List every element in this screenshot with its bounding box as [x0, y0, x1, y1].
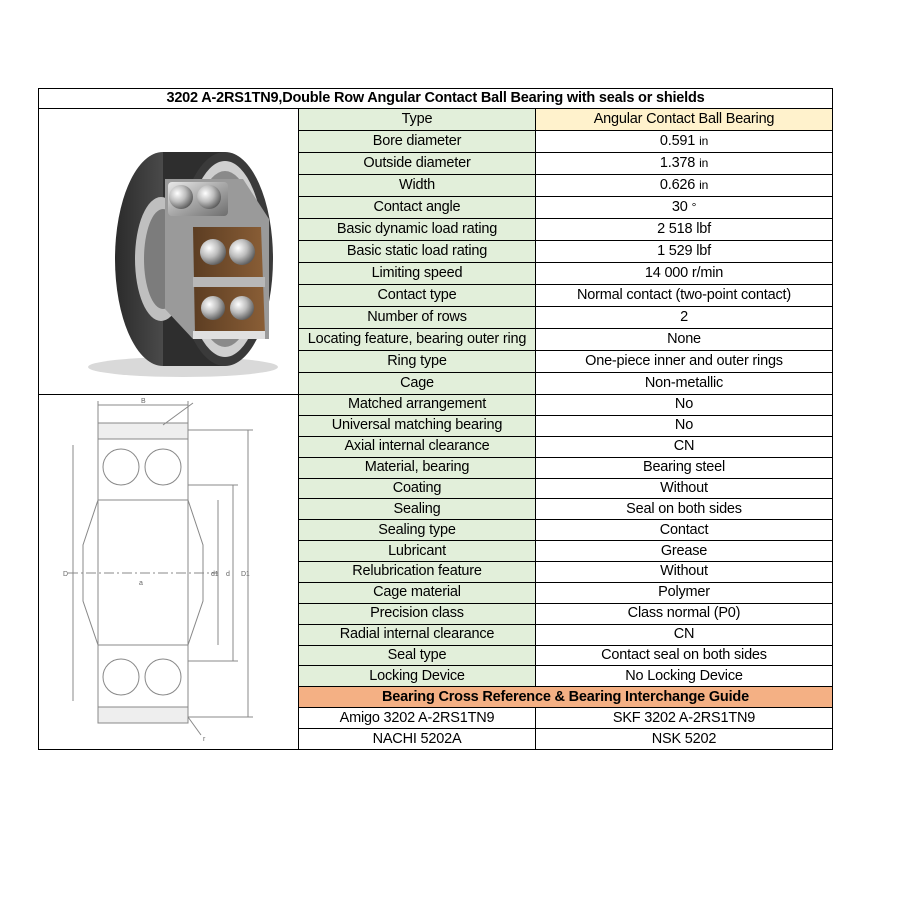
spec-value-cell	[536, 395, 833, 416]
spec-value-cell	[536, 109, 833, 131]
dim-label-r: r	[203, 736, 206, 743]
spec-value-cell	[536, 603, 833, 624]
spec-label: Ring type	[299, 351, 536, 373]
spec-value-cell	[536, 219, 833, 241]
spec-label: Bore diameter	[299, 131, 536, 153]
spec-value-cell	[536, 307, 833, 329]
spec-value: 2 518 lbf	[657, 221, 711, 237]
spec-label: Basic dynamic load rating	[299, 219, 536, 241]
spec-value: 1.378	[659, 155, 696, 171]
spec-label: Type	[299, 109, 536, 131]
dim-label-outer-d: D	[63, 571, 68, 578]
spec-value: CN	[673, 438, 695, 455]
spec-unit: °	[691, 200, 697, 214]
spec-value-cell	[536, 131, 833, 153]
spec-value-cell	[536, 175, 833, 197]
spec-label: Sealing	[299, 499, 536, 520]
spec-table	[38, 88, 833, 750]
spec-value: 1 529 lbf	[657, 243, 711, 259]
dim-label-inner-d: d	[226, 571, 230, 578]
spec-label: Lubricant	[299, 541, 536, 562]
spec-value: CN	[673, 626, 695, 643]
sheet-title: 3202 A-2RS1TN9,Double Row Angular Contact Ball Bearing with seals or shields	[39, 89, 833, 109]
spec-label: Contact angle	[299, 197, 536, 219]
spec-unit: in	[699, 134, 709, 148]
spec-label: Number of rows	[299, 307, 536, 329]
spec-value-cell	[536, 582, 833, 603]
spec-value-cell	[536, 241, 833, 263]
spec-value: Normal contact (two-point contact)	[576, 287, 791, 303]
bearing-cross-section-drawing	[43, 395, 299, 749]
spec-value-cell	[536, 562, 833, 583]
dim-label-D1: D1	[241, 571, 250, 578]
cross-reference-cell: NACHI 5202A	[299, 729, 536, 750]
spec-value: 0.626	[659, 177, 696, 193]
spec-value: 2	[680, 309, 688, 325]
spec-row	[39, 395, 833, 416]
spec-value: Contact	[659, 521, 709, 538]
spec-value-cell	[536, 436, 833, 457]
spec-value: Grease	[660, 542, 708, 559]
spec-value: Bearing steel	[642, 459, 726, 476]
spec-label: Radial internal clearance	[299, 624, 536, 645]
spec-value: 14 000 r/min	[644, 265, 724, 281]
spec-value-cell	[536, 351, 833, 373]
cross-reference-heading: Bearing Cross Reference & Bearing Interchange Guide	[299, 687, 833, 708]
spec-value-cell	[536, 457, 833, 478]
spec-label: Material, bearing	[299, 457, 536, 478]
spec-value: Without	[660, 563, 708, 580]
bearing-photo	[43, 109, 299, 394]
spec-value-cell	[536, 415, 833, 436]
spec-value-cell	[536, 197, 833, 219]
spec-value-cell	[536, 624, 833, 645]
spec-value-cell	[536, 520, 833, 541]
cross-reference-cell: NSK 5202	[536, 729, 833, 750]
spec-value: Contact seal on both sides	[601, 646, 767, 663]
spec-value: Polymer	[658, 584, 710, 601]
spec-value: None	[667, 331, 701, 347]
drawing-cell	[39, 395, 299, 750]
spec-label: Basic static load rating	[299, 241, 536, 263]
spec-value: No	[674, 417, 694, 434]
spec-sheet	[38, 88, 832, 750]
spec-label: Coating	[299, 478, 536, 499]
spec-label: Axial internal clearance	[299, 436, 536, 457]
spec-label: Locking Device	[299, 666, 536, 687]
dim-label-a: a	[139, 580, 143, 587]
spec-value-cell	[536, 285, 833, 307]
spec-value: Seal on both sides	[626, 500, 742, 517]
spec-value-cell	[536, 645, 833, 666]
spec-label: Cage	[299, 373, 536, 395]
spec-unit: in	[699, 156, 709, 170]
spec-label: Matched arrangement	[299, 395, 536, 416]
spec-label: Limiting speed	[299, 263, 536, 285]
spec-label: Seal type	[299, 645, 536, 666]
spec-value-cell	[536, 666, 833, 687]
title-row	[39, 89, 833, 109]
spec-value: No	[674, 396, 694, 413]
dim-label-width: B	[141, 398, 146, 405]
cross-reference-cell: Amigo 3202 A-2RS1TN9	[299, 708, 536, 729]
spec-row	[39, 109, 833, 131]
spec-label: Contact type	[299, 285, 536, 307]
spec-label: Outside diameter	[299, 153, 536, 175]
spec-value: 0.591	[659, 133, 696, 149]
spec-value: Non-metallic	[644, 375, 724, 391]
spec-value: Without	[660, 479, 708, 496]
spec-value: Angular Contact Ball Bearing	[593, 111, 775, 127]
spec-label: Relubrication feature	[299, 562, 536, 583]
spec-unit: in	[699, 178, 709, 192]
dim-label-d1: d1	[211, 571, 219, 578]
spec-value: No Locking Device	[625, 667, 743, 684]
spec-value-cell	[536, 499, 833, 520]
spec-value-cell	[536, 153, 833, 175]
spec-value-cell	[536, 263, 833, 285]
bearing-photo-cell	[39, 109, 299, 395]
spec-label: Universal matching bearing	[299, 415, 536, 436]
spec-label: Sealing type	[299, 520, 536, 541]
spec-value: 30	[671, 199, 688, 215]
cross-reference-cell: SKF 3202 A-2RS1TN9	[536, 708, 833, 729]
spec-value: Class normal (P0)	[627, 605, 741, 622]
spec-label: Precision class	[299, 603, 536, 624]
spec-value-cell	[536, 478, 833, 499]
spec-label: Width	[299, 175, 536, 197]
spec-value-cell	[536, 541, 833, 562]
spec-value: One-piece inner and outer rings	[585, 353, 783, 369]
spec-value-cell	[536, 329, 833, 351]
spec-label: Locating feature, bearing outer ring	[299, 329, 536, 351]
spec-value-cell	[536, 373, 833, 395]
spec-label: Cage material	[299, 582, 536, 603]
